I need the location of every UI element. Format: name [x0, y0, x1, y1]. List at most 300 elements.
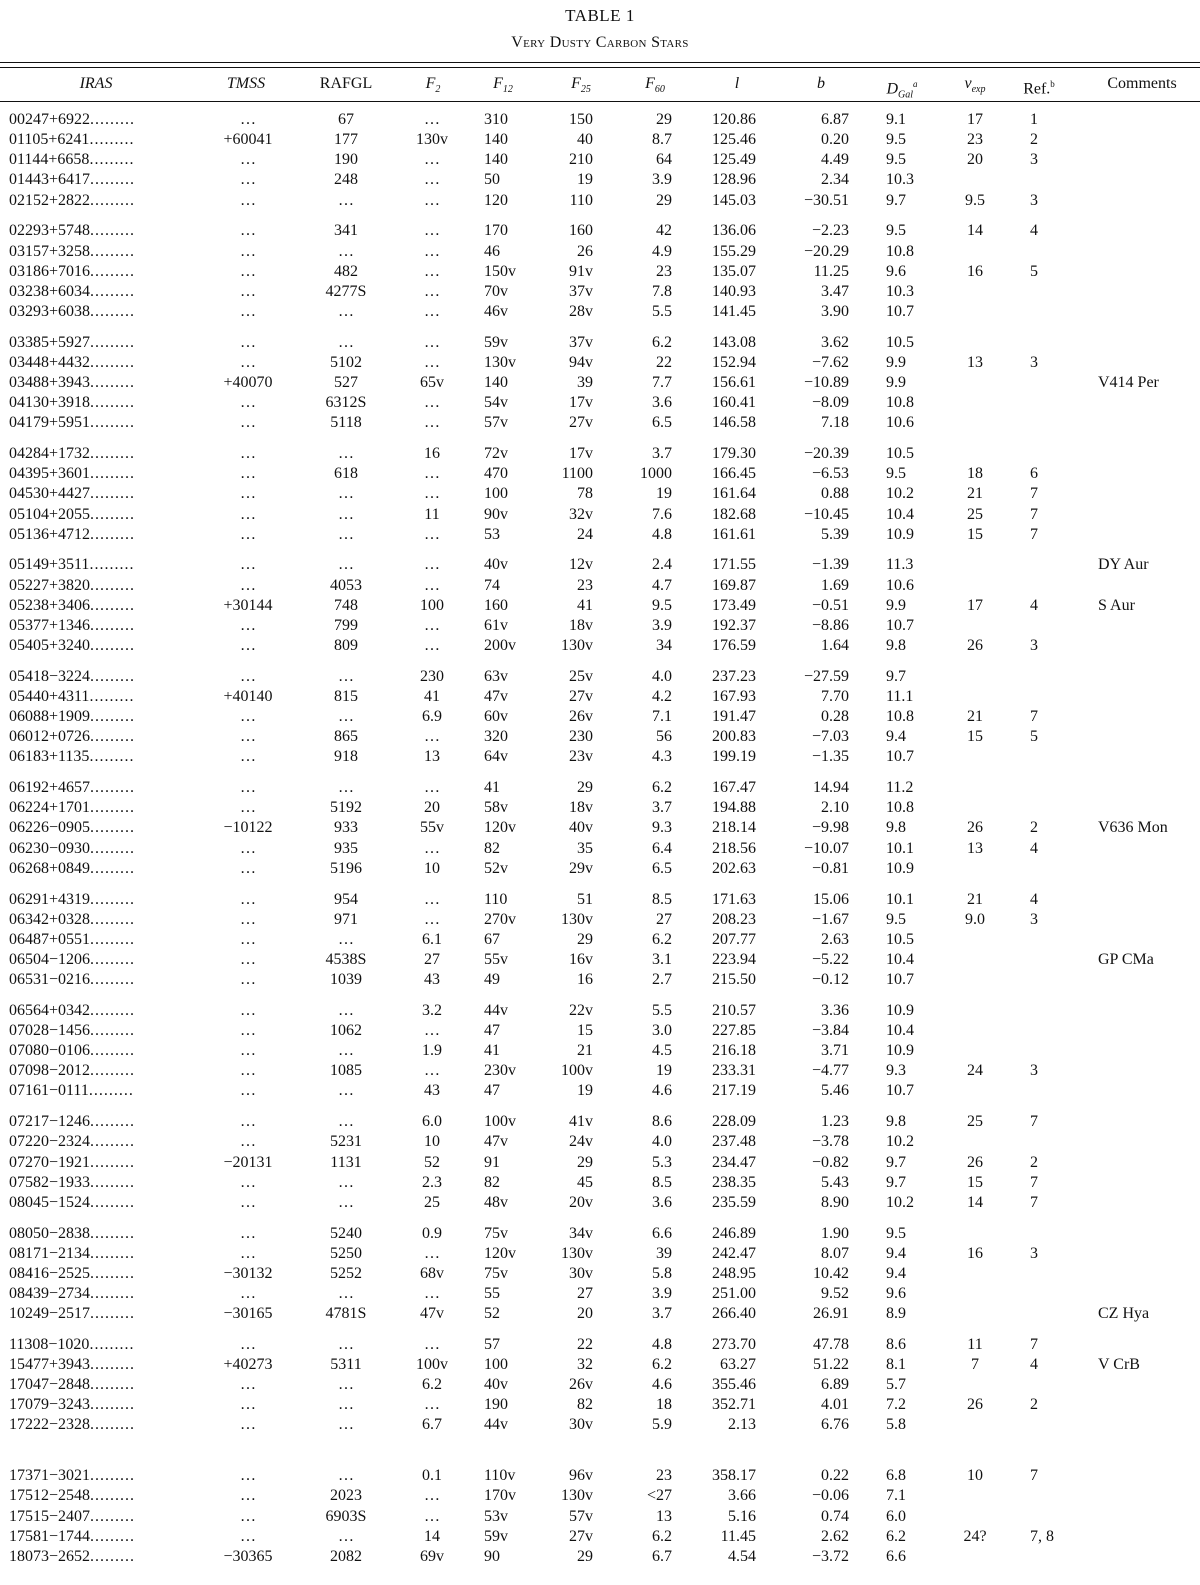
cell-tmss-value: … [240, 242, 256, 260]
cell-f60 [620, 150, 672, 170]
cell-f12 [484, 1547, 528, 1567]
cell-tmss [206, 1466, 290, 1486]
cell-f12-value: 52v [484, 859, 508, 877]
cell-vexp [954, 1224, 996, 1244]
table-row [0, 970, 1200, 990]
cell-rafgl [308, 890, 384, 910]
cell-iras [9, 1041, 177, 1061]
cell-f25 [540, 1193, 593, 1213]
cell-dgal-value: 9.4 [886, 728, 906, 746]
cell-tmss [206, 930, 290, 950]
cell-iras [9, 1335, 177, 1355]
cell-f2 [400, 707, 464, 727]
cell-tmss-value: … [240, 333, 256, 351]
cell-f25 [540, 130, 593, 150]
table-row [0, 242, 1200, 262]
cell-b [780, 444, 849, 464]
cell-f2-value: … [424, 779, 440, 797]
cell-rafgl-value: … [338, 1042, 354, 1060]
cell-f12 [484, 890, 528, 910]
cell-rafgl-value: 5252 [330, 1264, 362, 1282]
cell-rafgl [308, 747, 384, 767]
cell-l [690, 1395, 756, 1415]
cell-l [690, 110, 756, 130]
cell-l [690, 1224, 756, 1244]
leader-dots: ......... [90, 465, 136, 483]
cell-f2 [400, 1153, 464, 1173]
cell-l-value: 266.40 [712, 1305, 756, 1323]
cell-f25 [540, 413, 593, 433]
cell-f2 [400, 818, 464, 838]
table-row [0, 1001, 1200, 1021]
cell-iras-value: 04179+5951 [9, 414, 91, 432]
cell-comments [1098, 444, 1198, 464]
cell-f2 [400, 353, 464, 373]
cell-ref-value: 3 [1030, 191, 1038, 209]
cell-iras-value: 17371−3021 [9, 1467, 91, 1485]
cell-rafgl [308, 221, 384, 241]
table-row [0, 1193, 1200, 1213]
cell-f2 [400, 1547, 464, 1567]
cell-vexp [954, 282, 996, 302]
cell-f60-value: 3.9 [652, 171, 672, 189]
cell-l-value: 120.86 [712, 111, 756, 128]
leader-dots: ......... [90, 637, 136, 654]
table-row [0, 191, 1200, 211]
cell-tmss-value: … [240, 505, 256, 523]
cell-iras-value: 04395+3601 [9, 465, 91, 483]
cell-ref-value: 3 [1030, 151, 1038, 169]
cell-tmss-value: … [240, 1244, 256, 1262]
cell-iras-value: 06564+0342 [9, 1001, 91, 1019]
cell-rafgl-value: 6903S [325, 1507, 367, 1525]
cell-f2-value: 68v [420, 1264, 444, 1282]
cell-vexp [954, 707, 996, 727]
cell-f60-value: 3.7 [652, 445, 672, 463]
cell-rafgl-value: 5311 [330, 1356, 362, 1373]
cell-f2 [400, 1304, 464, 1324]
leader-dots: ......... [90, 222, 136, 240]
table-row [0, 464, 1200, 484]
cell-f25 [540, 727, 593, 747]
cell-iras-value: 03293+6038 [9, 303, 91, 320]
leader-dots: ......... [90, 303, 136, 320]
cell-tmss-value: … [240, 1021, 256, 1039]
cell-ref [1030, 596, 1070, 616]
cell-f25-value: 45 [577, 1173, 593, 1191]
cell-tmss-value: −30365 [223, 1547, 273, 1565]
cell-f2 [400, 576, 464, 596]
cell-b-value: −1.39 [811, 556, 849, 574]
cell-comments [1098, 373, 1198, 393]
cell-rafgl-value: 1131 [330, 1153, 362, 1171]
cell-b-value: −10.45 [803, 505, 849, 523]
cell-l-value: 135.07 [712, 262, 756, 280]
cell-dgal [886, 1061, 936, 1081]
cell-l [690, 1132, 756, 1152]
cell-b [780, 1081, 849, 1101]
cell-f25 [540, 373, 593, 393]
cell-vexp [954, 221, 996, 241]
cell-iras [9, 950, 177, 970]
cell-f12-value: 44v [484, 1001, 508, 1019]
cell-dgal [886, 555, 936, 575]
header-iras: IRAS [79, 75, 113, 92]
table-row [0, 333, 1200, 353]
table-row [0, 1112, 1200, 1132]
leader-dots: ......... [90, 1153, 136, 1171]
cell-l-value: 145.03 [712, 191, 756, 209]
cell-vexp-value: 26 [967, 819, 983, 837]
cell-iras [9, 1395, 177, 1415]
cell-f2 [400, 282, 464, 302]
cell-l [690, 1355, 756, 1375]
cell-iras-value: 06504−1206 [9, 950, 91, 968]
cell-rafgl-value: 4781S [325, 1305, 367, 1323]
cell-f2-value: … [424, 222, 440, 240]
cell-tmss [206, 444, 290, 464]
header-rafgl: RAFGL [319, 75, 373, 92]
cell-f60-value: 6.4 [652, 839, 672, 857]
cell-tmss [206, 393, 290, 413]
cell-comments [1098, 393, 1198, 413]
cell-f12 [484, 1284, 528, 1304]
cell-ref [1030, 1081, 1070, 1101]
cell-rafgl-value: … [338, 242, 354, 260]
cell-tmss-value: −30165 [223, 1305, 273, 1323]
cell-l [690, 413, 756, 433]
cell-vexp [954, 1041, 996, 1061]
cell-rafgl-value: 5196 [330, 859, 362, 877]
leader-dots: ......... [90, 1133, 136, 1151]
cell-f60 [620, 890, 672, 910]
cell-b-value: 0.20 [821, 131, 849, 149]
cell-f2 [400, 910, 464, 930]
cell-ref-value: 7 [1030, 1467, 1038, 1485]
cell-f2 [400, 667, 464, 687]
cell-iras-value: 05136+4712 [9, 525, 91, 543]
cell-iras-value: 05238+3406 [9, 596, 91, 614]
cell-vexp [954, 484, 996, 504]
leader-dots: ......... [90, 282, 136, 300]
cell-f2-value: … [424, 394, 440, 412]
cell-tmss [206, 1173, 290, 1193]
cell-tmss [206, 1132, 290, 1152]
cell-dgal [886, 636, 936, 656]
cell-ref [1030, 1507, 1070, 1527]
cell-f2 [400, 1335, 464, 1355]
cell-f2 [400, 1081, 464, 1101]
cell-rafgl-value: … [338, 445, 354, 463]
cell-f2 [400, 1486, 464, 1506]
cell-dgal [886, 110, 936, 130]
cell-vexp [954, 970, 996, 990]
cell-rafgl [308, 930, 384, 950]
cell-dgal-value: 9.5 [886, 151, 906, 169]
cell-f2 [400, 1527, 464, 1547]
cell-comments [1098, 110, 1198, 130]
cell-vexp [954, 353, 996, 373]
cell-f2-value: 69v [420, 1547, 444, 1565]
table-row [0, 1527, 1200, 1547]
cell-vexp [954, 839, 996, 859]
table-row [0, 555, 1200, 575]
cell-dgal-value: 10.3 [886, 282, 914, 300]
cell-dgal-value: 7.1 [886, 1487, 906, 1505]
cell-f60 [620, 484, 672, 504]
cell-tmss [206, 464, 290, 484]
leader-dots: ......... [89, 556, 135, 574]
cell-f2 [400, 110, 464, 130]
cell-dgal [886, 505, 936, 525]
cell-f60 [620, 262, 672, 282]
cell-comments [1098, 910, 1198, 930]
cell-dgal-value: 10.2 [886, 1133, 914, 1151]
cell-f2 [400, 747, 464, 767]
cell-vexp-value: 9.5 [965, 191, 985, 209]
cell-f2-value: 65v [420, 374, 444, 391]
cell-b-value: 1.90 [821, 1224, 849, 1242]
cell-f12 [484, 616, 528, 636]
cell-rafgl [308, 191, 384, 211]
cell-vexp-value: 11 [967, 1335, 983, 1353]
cell-iras [9, 464, 177, 484]
cell-dgal-value: 10.8 [886, 708, 914, 725]
cell-rafgl-value: … [338, 1284, 354, 1302]
cell-rafgl [308, 1415, 384, 1435]
cell-b-value: −0.81 [811, 859, 849, 877]
cell-f60-value: 3.0 [652, 1021, 672, 1039]
cell-f60 [620, 596, 672, 616]
cell-f2 [400, 525, 464, 545]
cell-f60 [620, 667, 672, 687]
cell-rafgl-value: 5231 [330, 1133, 362, 1151]
cell-f12-value: 140 [484, 151, 508, 169]
cell-f60-value: 29 [656, 111, 672, 128]
cell-tmss [206, 910, 290, 930]
cell-l [690, 242, 756, 262]
cell-f12-value: 63v [484, 667, 508, 685]
cell-f2 [400, 1355, 464, 1375]
cell-rafgl-value: 933 [334, 819, 358, 837]
cell-f60-value: 7.1 [652, 708, 672, 725]
cell-vexp [954, 413, 996, 433]
cell-f60 [620, 1507, 672, 1527]
cell-iras-value: 07220−2324 [9, 1133, 91, 1151]
cell-f60 [620, 1335, 672, 1355]
table-row [0, 890, 1200, 910]
cell-f60 [620, 1041, 672, 1061]
cell-vexp [954, 373, 996, 393]
cell-f60 [620, 505, 672, 525]
cell-rafgl [308, 525, 384, 545]
cell-vexp [954, 1355, 996, 1375]
cell-f60 [620, 1264, 672, 1284]
cell-f60-value: 5.5 [652, 1001, 672, 1019]
cell-dgal-value: 8.6 [886, 1335, 906, 1353]
cell-f25-value: 12v [569, 556, 593, 574]
cell-l-value: 155.29 [712, 242, 756, 260]
cell-dgal-value: 6.6 [886, 1547, 906, 1565]
cell-tmss [206, 818, 290, 838]
cell-f2 [400, 413, 464, 433]
cell-dgal-value: 9.7 [886, 1153, 906, 1171]
cell-l [690, 859, 756, 879]
cell-l-value: 5.16 [728, 1507, 756, 1525]
cell-f60 [620, 1355, 672, 1375]
cell-l-value: 216.18 [712, 1042, 756, 1060]
cell-f60-value: 4.2 [652, 687, 672, 705]
leader-dots: ......... [90, 485, 136, 503]
cell-rafgl [308, 970, 384, 990]
cell-f25 [540, 1466, 593, 1486]
cell-dgal-value: 10.6 [886, 576, 914, 594]
cell-tmss-value: … [240, 394, 256, 412]
cell-tmss [206, 576, 290, 596]
cell-dgal [886, 1466, 936, 1486]
leader-dots: ......... [90, 1113, 136, 1131]
cell-iras [9, 818, 177, 838]
cell-f2-value: 11 [424, 505, 440, 523]
cell-b-value: 3.62 [821, 333, 849, 351]
cell-b-value: 3.90 [821, 303, 849, 320]
cell-f2-value: 6.7 [422, 1416, 442, 1434]
cell-f25 [540, 1375, 593, 1395]
cell-b-value: 4.01 [821, 1396, 849, 1414]
cell-f25 [540, 1415, 593, 1435]
cell-b-value: −3.84 [811, 1021, 849, 1039]
cell-f25 [540, 1153, 593, 1173]
cell-f60 [620, 1021, 672, 1041]
cell-f12 [484, 333, 528, 353]
cell-l [690, 687, 756, 707]
cell-f60 [620, 170, 672, 190]
cell-f12-value: 110v [484, 1467, 516, 1485]
cell-tmss-value: … [240, 1416, 256, 1434]
cell-b [780, 687, 849, 707]
cell-f60-value: 3.9 [652, 1284, 672, 1302]
cell-f12-value: 140 [484, 374, 508, 391]
cell-f25-value: 27v [569, 1527, 593, 1545]
cell-dgal [886, 859, 936, 879]
cell-f2-value: 55v [420, 819, 444, 837]
cell-f60 [620, 221, 672, 241]
cell-rafgl [308, 1304, 384, 1324]
cell-f25 [540, 444, 593, 464]
cell-tmss [206, 333, 290, 353]
cell-vexp [954, 636, 996, 656]
cell-f25 [540, 1081, 593, 1101]
cell-ref [1030, 1375, 1070, 1395]
cell-f12 [484, 413, 528, 433]
cell-iras [9, 191, 177, 211]
cell-rafgl-value: 4053 [330, 576, 362, 594]
cell-b-value: −1.35 [811, 748, 849, 766]
cell-ref-value: 3 [1030, 1062, 1038, 1080]
cell-f2 [400, 464, 464, 484]
cell-iras-value: 06012+0726 [9, 728, 91, 746]
cell-f60-value: 6.2 [652, 779, 672, 797]
cell-f2-value: 20 [424, 799, 440, 817]
cell-ref [1030, 1486, 1070, 1506]
cell-b-value: −0.51 [811, 596, 849, 614]
cell-rafgl-value: 5250 [330, 1244, 362, 1262]
cell-l [690, 1284, 756, 1304]
cell-l [690, 778, 756, 798]
cell-f60 [620, 444, 672, 464]
cell-f2-value: … [424, 414, 440, 432]
cell-b-value: 8.90 [821, 1193, 849, 1211]
cell-f2 [400, 596, 464, 616]
cell-rafgl [308, 150, 384, 170]
cell-f12-value: 67 [484, 930, 500, 948]
cell-b-value: 0.74 [821, 1507, 849, 1525]
cell-rafgl-value: … [338, 930, 354, 948]
cell-f2 [400, 1001, 464, 1021]
cell-iras [9, 596, 177, 616]
cell-comments [1098, 1173, 1198, 1193]
cell-tmss-value: … [240, 485, 256, 503]
table-row [0, 839, 1200, 859]
leader-dots: ......... [90, 779, 136, 797]
table-row [0, 282, 1200, 302]
cell-f25-value: 41v [569, 1113, 593, 1131]
cell-f25 [540, 930, 593, 950]
cell-l [690, 818, 756, 838]
cell-rafgl-value: 67 [338, 111, 354, 128]
cell-rafgl-value: 815 [334, 687, 358, 705]
cell-ref [1030, 1264, 1070, 1284]
cell-iras [9, 1132, 177, 1152]
cell-f25 [540, 596, 593, 616]
cell-f25-value: 35 [577, 839, 593, 857]
cell-f2-value: 47v [420, 1305, 444, 1323]
cell-iras-value: 11308−1020 [9, 1335, 90, 1353]
cell-iras [9, 484, 177, 504]
cell-vexp [954, 818, 996, 838]
cell-iras [9, 150, 177, 170]
cell-rafgl-value: … [338, 191, 354, 209]
cell-tmss-value: … [240, 1224, 256, 1242]
cell-l-value: 128.96 [712, 171, 756, 189]
cell-f25-value: 37v [569, 282, 593, 300]
cell-f25-value: 78 [577, 485, 593, 503]
header-comments: Comments [1107, 75, 1177, 92]
table-row [0, 1132, 1200, 1152]
cell-f12 [484, 1304, 528, 1324]
cell-rafgl-value: 865 [334, 728, 358, 746]
cell-dgal-value: 9.9 [886, 353, 906, 371]
cell-tmss-value: … [240, 303, 256, 320]
cell-dgal [886, 707, 936, 727]
table-subtitle: Very Dusty Carbon Stars [511, 34, 689, 51]
cell-ref [1030, 1466, 1070, 1486]
cell-b [780, 1061, 849, 1081]
cell-f25-value: 26v [569, 708, 593, 725]
cell-ref [1030, 484, 1070, 504]
cell-comments [1098, 170, 1198, 190]
cell-dgal-value: 10.5 [886, 333, 914, 351]
header-tmss: TMSS [226, 75, 266, 92]
cell-f60 [620, 1132, 672, 1152]
cell-iras [9, 110, 177, 130]
cell-f12-value: 57v [484, 414, 508, 432]
cell-f12 [484, 1486, 528, 1506]
cell-l-value: 199.19 [712, 748, 756, 766]
cell-b-value: 6.76 [821, 1416, 849, 1434]
cell-f2-value: … [424, 333, 440, 351]
cell-f12-value: 54v [484, 394, 508, 412]
